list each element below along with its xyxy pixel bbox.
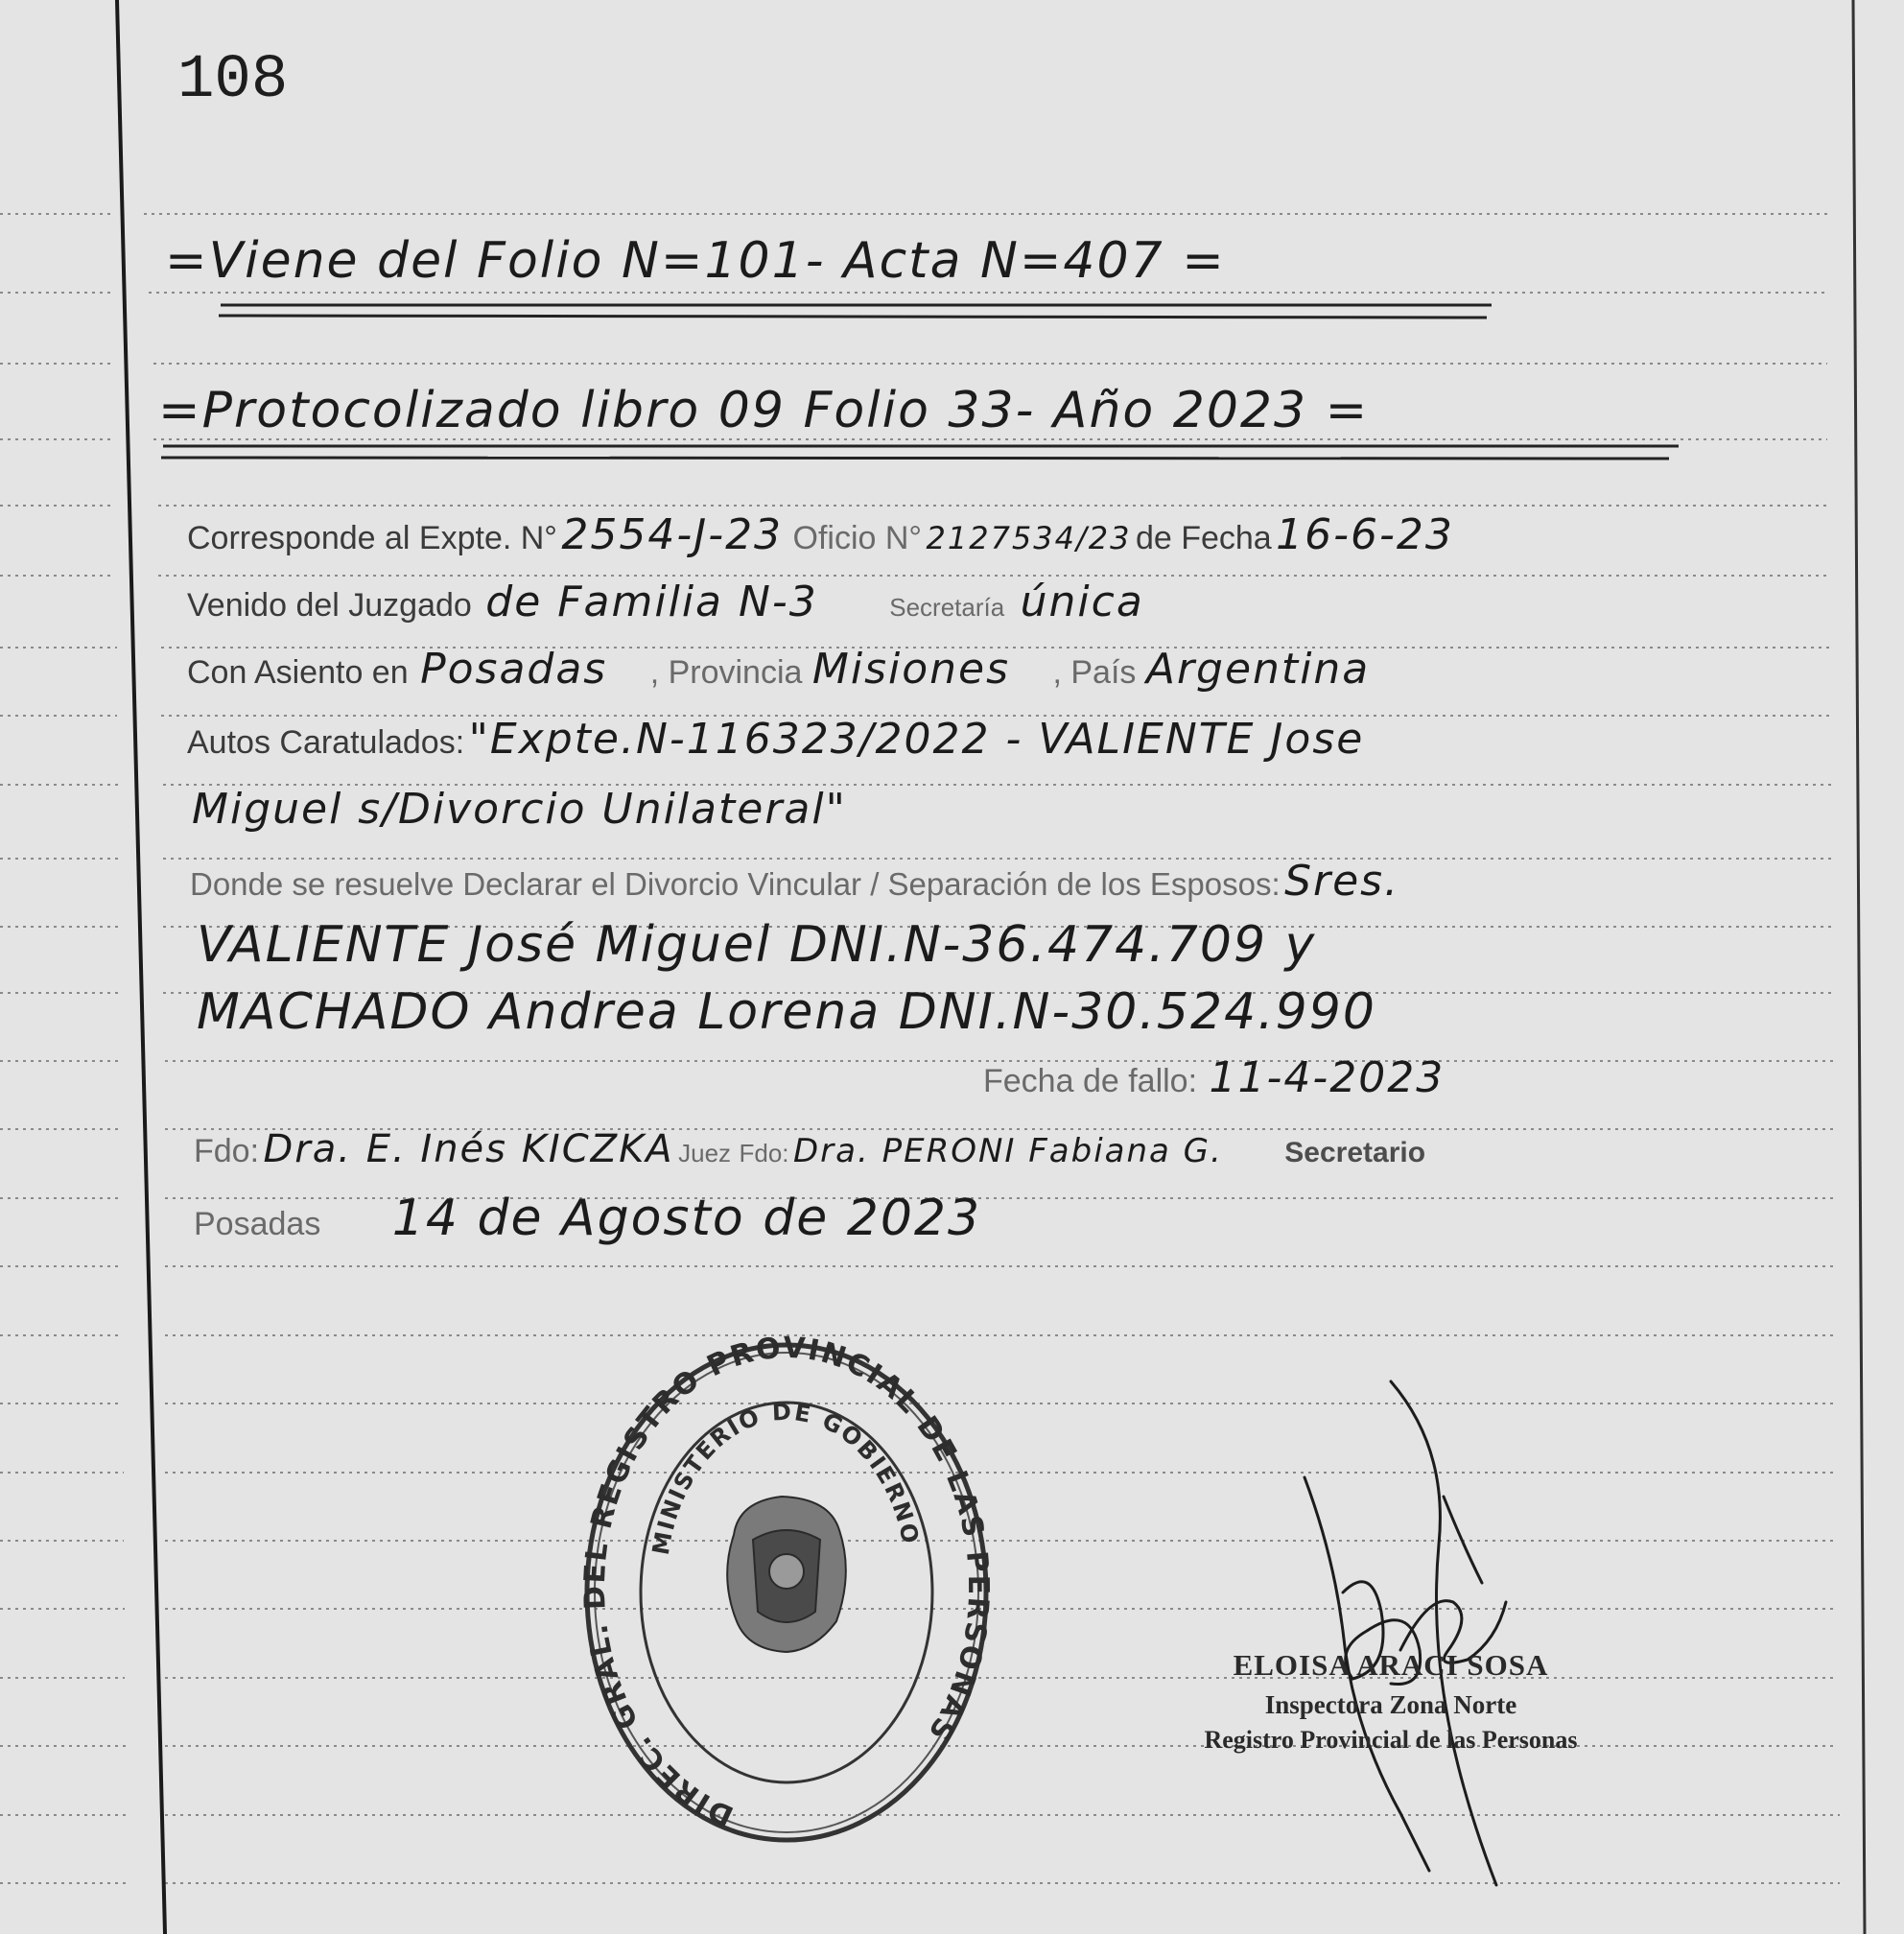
- inspector-name: ELOISA ARACI SOSA: [1233, 1648, 1549, 1682]
- provincia-value: Misiones: [811, 645, 1011, 694]
- fdo2-label: Fdo:: [739, 1139, 789, 1167]
- heading-protocolizado: =Protocolizado libro 09 Folio 33- Año 2023 =: [158, 382, 1370, 439]
- secretaria-label: Secretaría: [889, 593, 1005, 622]
- expte-row: [187, 510, 1454, 559]
- juez-label: Juez: [678, 1139, 732, 1167]
- oficio-value: 2127534/23: [926, 520, 1132, 556]
- donde-value: Sres.: [1284, 857, 1400, 906]
- asiento-label: Con Asiento en: [187, 654, 409, 691]
- fecha-fallo-value: 11-4-2023: [1209, 1053, 1446, 1102]
- autos-label: Autos Caratulados:: [187, 724, 465, 761]
- juzgado-value: de Familia N-3: [485, 578, 818, 626]
- oficio-label: Oficio N°: [792, 520, 923, 556]
- provincia-label: , Provincia: [649, 654, 803, 691]
- expte-label: Corresponde al Expte. N°: [187, 520, 557, 556]
- juzgado-row: [187, 578, 1144, 626]
- autos-value-line1: "Expte.N-116323/2022 - VALIENTE Jose: [468, 715, 1365, 764]
- secretario-value: Dra. PERONI Fabiana G.: [792, 1132, 1223, 1170]
- fecha-label: de Fecha: [1135, 520, 1272, 556]
- inspector-signature: [1276, 1362, 1563, 1899]
- right-margin-line: [1853, 0, 1865, 1934]
- firmas-row: [194, 1127, 1425, 1171]
- left-margin-line: [117, 0, 165, 1934]
- fecha-value: 16-6-23: [1276, 510, 1454, 559]
- pais-value: Argentina: [1145, 645, 1371, 694]
- juzgado-label: Venido del Juzgado: [187, 587, 472, 624]
- seal-coat-of-arms: [727, 1497, 846, 1652]
- juez-value: Dra. E. Inés KICZKA: [263, 1127, 674, 1171]
- fecha-fallo-row: [983, 1053, 1445, 1102]
- lugar-label: Posadas: [194, 1206, 321, 1242]
- asiento-value: Posadas: [420, 645, 608, 694]
- secretario-label: Secretario: [1284, 1137, 1426, 1168]
- pais-label: , País: [1052, 654, 1137, 691]
- lugar-fecha-row: [194, 1190, 981, 1247]
- donde-row: [190, 857, 1399, 906]
- inspector-office: Registro Provincial de las Personas: [1204, 1726, 1578, 1754]
- inspector-title: Inspectora Zona Norte: [1264, 1690, 1517, 1719]
- autos-row: [187, 715, 1364, 764]
- fdo-label: Fdo:: [194, 1133, 260, 1169]
- seal-outer-text: DIREC. GRAL. DEL REGISTRO PROVINCIAL DE LAS PERSONAS: [577, 1333, 996, 1833]
- expte-value: 2554-J-23: [561, 510, 784, 559]
- spouse-2: MACHADO Andrea Lorena DNI.N-30.524.990: [197, 983, 1376, 1041]
- fecha-fallo-label: Fecha de fallo:: [983, 1063, 1198, 1099]
- spouse-1: VALIENTE José Miguel DNI.N-36.474.709 y: [197, 916, 1317, 974]
- official-seal: [576, 1333, 998, 1851]
- secretaria-value: única: [1020, 578, 1144, 626]
- donde-label: Donde se resuelve Declarar el Divorcio Vincular / Separación de los Esposos:: [190, 866, 1281, 902]
- heading-viene-del-folio: =Viene del Folio N=101- Acta N=407 =: [165, 232, 1226, 290]
- inspector-stamp: [1170, 1648, 1611, 1755]
- lugar-fecha-value: 14 de Agosto de 2023: [391, 1190, 982, 1247]
- asiento-row: [187, 645, 1370, 694]
- seal-inner-text: MINISTERIO DE GOBIERNO: [646, 1398, 925, 1557]
- page-number: 108: [177, 46, 289, 115]
- autos-value-line2: Miguel s/Divorcio Unilateral": [192, 785, 847, 834]
